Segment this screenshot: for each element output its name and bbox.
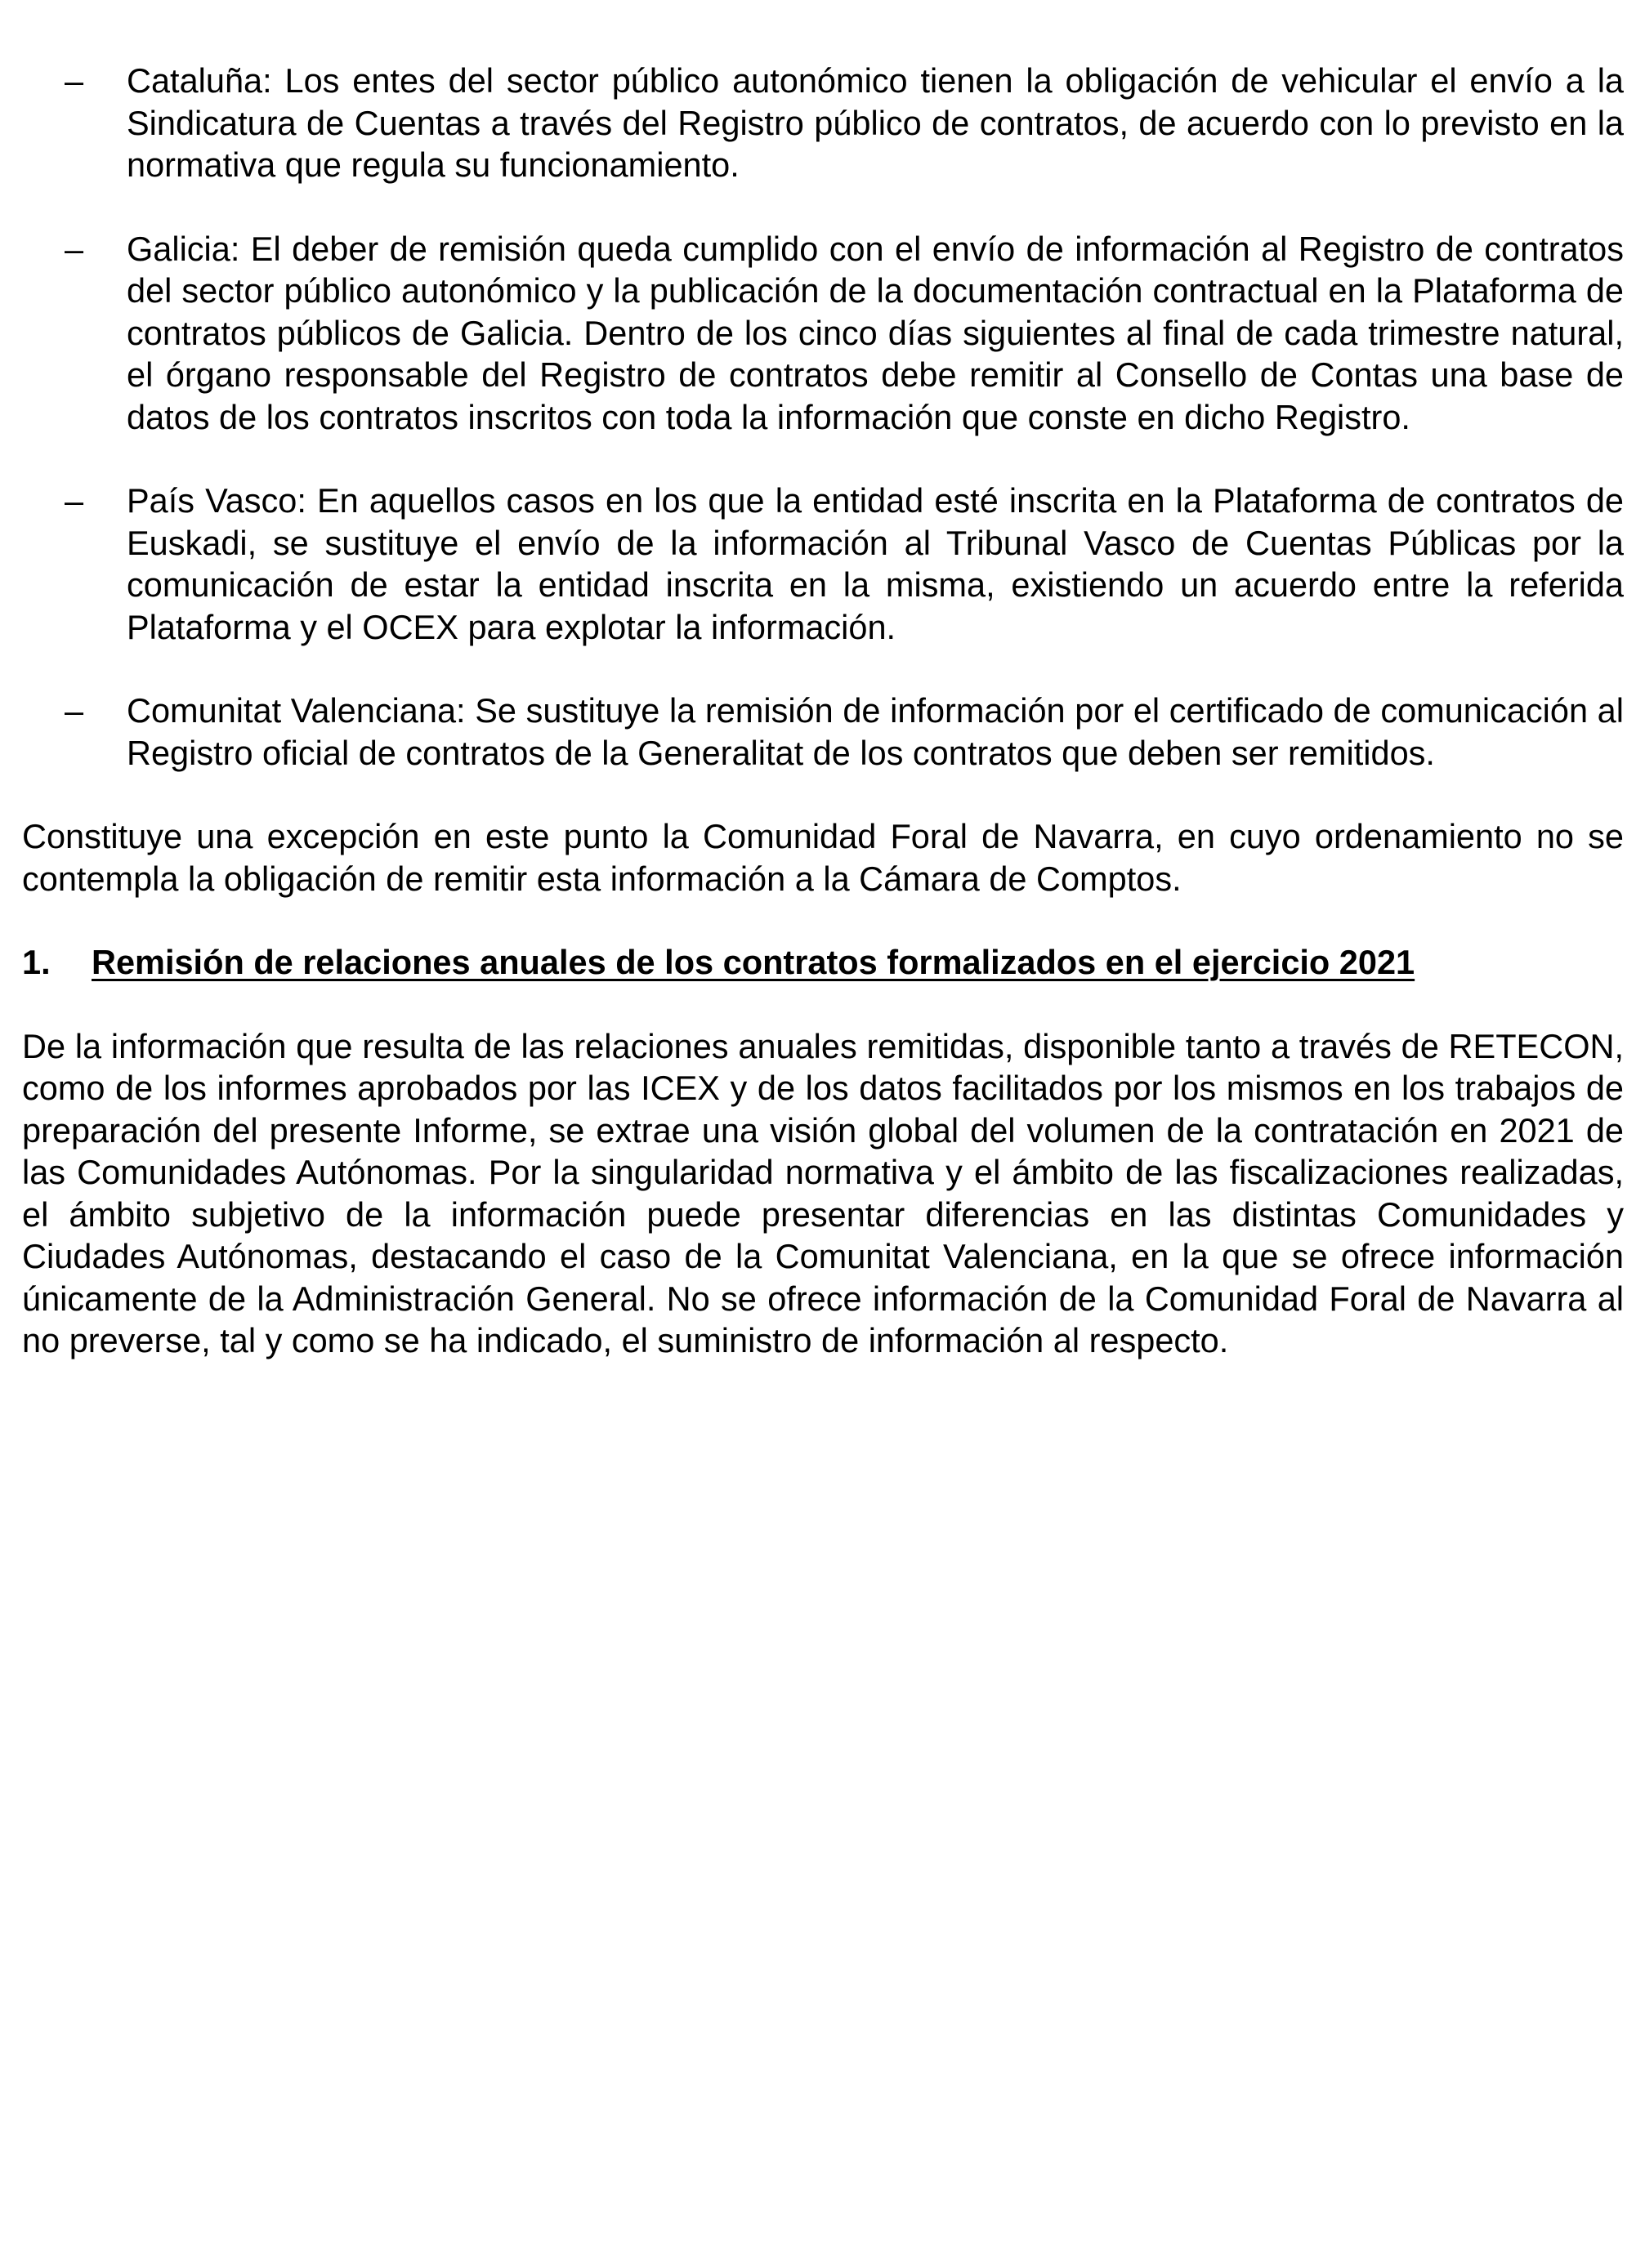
section-heading — [22, 941, 1624, 984]
bullet-dash: – — [65, 481, 84, 520]
bullet-comunitat-valenciana — [22, 690, 1624, 774]
bullet-pais-vasco — [22, 480, 1624, 648]
section-paragraph: De la información que resulta de las relaciones anuales remitidas, disponible tanto a través de RETECON, como de los informes aprobados por las ICEX y de los datos facilitados por los mismos en los trabajos de preparación del presente Informe, se extrae una visión global del volumen de la contratación en 2021 de las Comunidades Autónomas. Por la singularidad normativa y el ámbito de las fiscalizaciones realizadas, el ámbito subjetivo de la información puede presentar diferencias en las distintas Comunidades y Ciudades Autónomas, destacando el caso de la Comunitat Valenciana, en la que se ofrece información únicamente de la Administración General. No se ofrece información de la Comunidad Foral de Navarra al no preverse, tal y como se ha indicado, el suministro de información al respecto. — [22, 1026, 1624, 1359]
bullet-cataluna — [22, 60, 1624, 186]
section-title: Remisión de relaciones anuales de los contratos formalizados en el ejercicio 2021 — [92, 943, 1415, 981]
bullet-galicia — [22, 228, 1624, 439]
bullet-text-pais-vasco: País Vasco: En aquellos casos en los que la entidad esté inscrita en la Plataforma de contratos de Euskadi, se sustituye el envío de la información al Tribunal Vasco de Cuentas Públicas por la comunicación de estar la entidad inscrita en la misma, existiendo un acuerdo entre la referida Plataforma y el OCEX para explotar la información. — [127, 481, 1624, 646]
bullet-text-cataluna: Cataluña: Los entes del sector público autonómico tienen la obligación de vehicular el envío a la Sindicatura de Cuentas a través del Registro público de contratos, de acuerdo con lo previsto en la normativa que regula su funcionamiento. — [127, 61, 1624, 184]
document-page — [22, 60, 1624, 1362]
bullet-text-comunitat-valenciana: Comunitat Valenciana: Se sustituye la remisión de información por el certificado de comunicación al Registro oficial de contratos de la Generalitat de los contratos que deben ser remitidos. — [127, 691, 1624, 772]
section-number: 1. — [22, 943, 51, 981]
bullet-dash: – — [65, 61, 84, 100]
bullet-text-galicia: Galicia: El deber de remisión queda cumplido con el envío de información al Registro de contratos del sector público autonómico y la publicación de la documentación contractual en la Plataforma de contratos públicos de Galicia. Dentro de los cinco días siguientes al final de cada trimestre natural, el órgano responsable del Registro de contratos debe remitir al Consello de Contas una base de datos de los contratos inscritos con toda la información que conste en dicho Registro. — [127, 229, 1624, 436]
bullet-dash: – — [65, 229, 84, 268]
bullet-dash: – — [65, 691, 84, 730]
exception-paragraph: Constituye una excepción en este punto la Comunidad Foral de Navarra, en cuyo ordenamiento no se contempla la obligación de remitir esta información a la Cámara de Comptos. — [22, 817, 1624, 898]
